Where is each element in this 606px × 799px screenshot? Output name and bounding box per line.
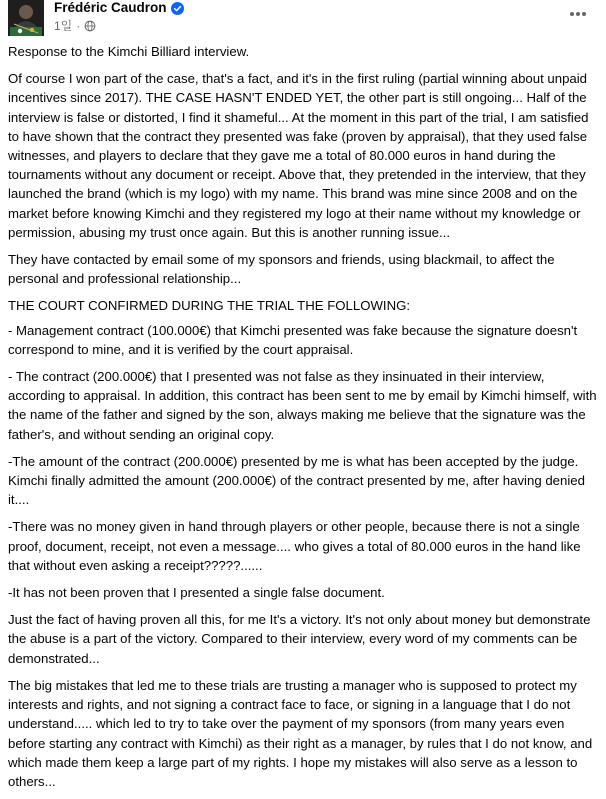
post-meta — [54, 18, 96, 34]
post-paragraph: The big mistakes that led me to these trials are trusting a manager who is supposed to protect my interests and rights, and not signing a contract face to face, or signing in a language that I do not understand..... which led to try to take over the payment of my sponsors (from many years even before starting any contract with Kimchi) as their right as a manager, by rules that I do not know, and which made them keep a large part of my rights. I hope my mistakes will also serve as a lesson to others... — [8, 677, 593, 789]
more-options-icon — [569, 11, 587, 17]
post-paragraph: THE COURT CONFIRMED DURING THE TRIAL THE FOLLOWING: — [8, 298, 411, 314]
post-paragraph: They have contacted by email some of my sponsors and friends, using blackmail, to affect the personal and professional relationship... — [8, 252, 555, 287]
author-avatar[interactable] — [8, 0, 44, 36]
post-paragraph: -The amount of the contract (200.000€) presented by me is what has been accepted by the judge. Kimchi finally admitted the amount (200.000€) of the contract presented by me, after having denied it.... — [8, 453, 585, 508]
meta-separator: · — [76, 19, 81, 33]
post-paragraph: Response to the Kimchi Billiard interview. — [8, 44, 250, 59]
post-header — [0, 0, 606, 40]
post-paragraph: -It has not been proven that I presented a single false document. — [8, 585, 385, 601]
verified-badge-icon — [171, 2, 184, 15]
author-name-row — [54, 0, 184, 16]
author-name[interactable]: Frédéric Caudron — [54, 0, 167, 15]
post-paragraph: Just the fact of having proven all this, for me It's a victory. It's not only about money but demonstrate the abuse is a part of the victory. Compared to their interview, every word of my comments can be demonstrated... — [8, 612, 591, 666]
post-paragraph: - Management contract (100.000€) that Kimchi presented was fake because the signature doesn't correspond to mine, and it is verified by the court appraisal. — [8, 322, 578, 357]
post-body — [8, 42, 598, 799]
post-paragraph: -There was no money given in hand through players or other people, because there is not a single proof, document, receipt, not even a message.... who gives a total of 80.000 euros in the hand like that without even asking a receipt?????...... — [8, 519, 581, 573]
more-options-button[interactable] — [566, 4, 590, 24]
post-paragraph: Of course I won part of the case, that's a fact, and it's in the first ruling (partial winning about unpaid incentives since 2017). THE CASE HASN'T ENDED YET, the other part is still ongoing... Half of the interview is false or distorted, I find it shameful... At the moment in this part of the trial, I am satisfied to have shown that the contract they presented was fake (proven by appraisal), that they used false witnesses, and players to declare that they gave me a total of 80.000 euros in hand during the tournaments without any document or receipt. Above that, they pretended in the interview, that they launched the brand (which is my logo) with my name. This brand was mine since 2008 and on the market before knowing Kimchi and they registered my logo at their name without my knowledge or permission, abusing my trust once again. But this is another running issue... — [8, 71, 589, 240]
post-timestamp[interactable]: 1일 — [54, 19, 73, 33]
globe-icon[interactable] — [84, 20, 96, 32]
post-paragraph: - The contract (200.000€) that I presented was not false as they insinuated in their interview, according to appraisal. In addition, this contract has been sent to me by email by Kimchi himself, with the name of the father and signed by the son, always making me believe that the signature was the father's, and without sending an original copy. — [8, 369, 597, 442]
avatar-photo — [8, 0, 44, 36]
